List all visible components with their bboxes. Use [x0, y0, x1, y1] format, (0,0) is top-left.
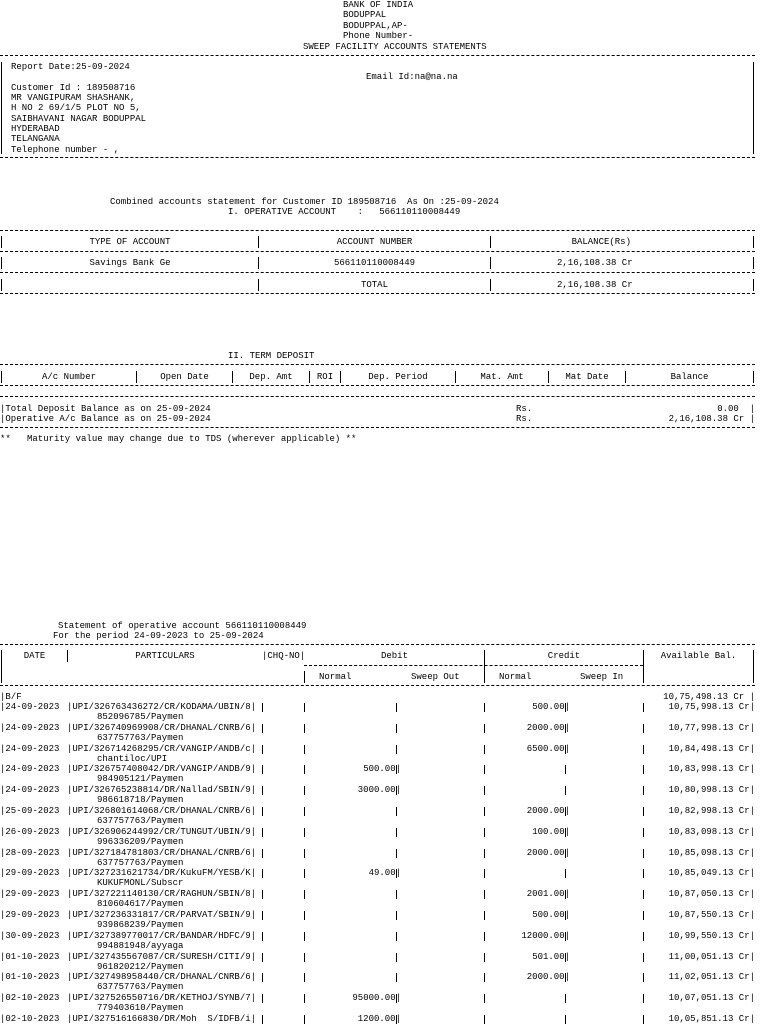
col-header-credit-normal: Normal [499, 672, 532, 682]
col-border [484, 703, 485, 712]
col-border [262, 724, 263, 733]
txn-credit-normal: 2000.00| [526, 972, 570, 982]
col-border [304, 671, 305, 683]
telephone-line: Telephone number - , [11, 145, 120, 155]
col-border [304, 807, 305, 816]
txn-available-balance: 10,07,051.13 Cr| [668, 993, 755, 1003]
col-border [396, 765, 397, 774]
col-border [643, 724, 644, 733]
col-border [565, 994, 566, 1003]
col-border [643, 1015, 644, 1024]
col-border [262, 911, 263, 920]
total-deposit-rs: Rs. [516, 404, 533, 414]
total-value: 2,16,108.38 Cr [557, 280, 633, 290]
col-border [396, 869, 397, 878]
col-border [565, 807, 566, 816]
account-type-cell: Savings Bank Ge [89, 258, 171, 268]
total-deposit-label: |Total Deposit Balance as on 25-09-2024 [0, 404, 211, 414]
col-border [396, 994, 397, 1003]
operative-balance-label: |Operative A/c Balance as on 25-09-2024 [0, 414, 211, 424]
txn-date: |28-09-2023 [0, 848, 60, 858]
txn-available-balance: 10,83,998.13 Cr| [668, 764, 755, 774]
col-border [262, 828, 263, 837]
col-border [396, 807, 397, 816]
txn-debit-normal: 500.00| [363, 764, 401, 774]
col-border [484, 973, 485, 982]
txn-particulars-cont: 779403610/Paymen [97, 1003, 184, 1013]
txn-particulars-cont: 637757763/Paymen [97, 858, 184, 868]
txn-available-balance: 10,82,998.13 Cr| [668, 806, 755, 816]
txn-credit-normal: 12000.00| [521, 931, 570, 941]
txn-date: |24-09-2023 [0, 723, 60, 733]
txn-particulars-cont: 637757763/Paymen [97, 816, 184, 826]
col-border [304, 994, 305, 1003]
col-border [304, 869, 305, 878]
col-border [304, 765, 305, 774]
col-border [262, 807, 263, 816]
col-border [304, 1015, 305, 1024]
col-border [484, 911, 485, 920]
txn-particulars: |UPI/327221140130/CR/RAGHUN/SBIN/8| [67, 889, 257, 899]
col-border [304, 745, 305, 754]
divider [0, 685, 755, 686]
txn-credit-normal: 501.00| [532, 952, 570, 962]
col-border [753, 236, 754, 248]
divider [0, 644, 755, 645]
txn-particulars: |UPI/327435567087/CR/SURESH/CITI/9| [67, 952, 257, 962]
col-border [262, 765, 263, 774]
txn-particulars: |UPI/326763436272/CR/KODAMA/UBIN/8| [67, 702, 257, 712]
td-header-ac-number: A/c Number [41, 372, 96, 382]
divider [0, 293, 755, 294]
col-border [643, 911, 644, 920]
total-label: TOTAL [360, 280, 388, 290]
txn-date: |01-10-2023 [0, 972, 60, 982]
col-border [304, 932, 305, 941]
txn-particulars: |UPI/326757408042/DR/VANGIP/ANDB/9| [67, 764, 257, 774]
txn-available-balance: 10,85,098.13 Cr| [668, 848, 755, 858]
divider [0, 230, 755, 231]
divider [0, 396, 755, 397]
col-header-sweep-in: Sweep In [580, 672, 624, 682]
txn-particulars-cont: 637757763/Paymen [97, 982, 184, 992]
txn-particulars: |UPI/327389770017/CR/BANDAR/HDFC/9| [67, 931, 257, 941]
col-border [490, 257, 491, 269]
txn-date: |24-09-2023 [0, 744, 60, 754]
report-date: Report Date:25-09-2024 [11, 62, 130, 72]
customer-id: Customer Id : 189508716 [11, 83, 136, 93]
col-border [396, 1015, 397, 1024]
bf-label: |B/F [0, 692, 22, 702]
txn-date: |29-09-2023 [0, 868, 60, 878]
txn-particulars-cont: 961820212/Paymen [97, 962, 184, 972]
col-border [643, 932, 644, 941]
txn-date: |24-09-2023 [0, 764, 60, 774]
col-header-available-bal: Available Bal. [660, 651, 737, 661]
col-header-chq-no: |CHQ-NO| [262, 651, 306, 661]
txn-particulars-cont: 984905121/Paymen [97, 774, 184, 784]
statement-heading: Statement of operative account 566110110008449 [58, 621, 307, 631]
address-line: TELANGANA [11, 134, 60, 144]
col-border [484, 994, 485, 1003]
txn-available-balance: 10,85,049.13 Cr| [668, 868, 755, 878]
td-header-open-date: Open Date [160, 372, 209, 382]
col-border [643, 828, 644, 837]
col-border [643, 953, 644, 962]
col-border [565, 1015, 566, 1024]
col-border [643, 807, 644, 816]
td-header-balance: Balance [670, 372, 709, 382]
col-border [396, 849, 397, 858]
txn-debit-normal: 3000.00| [357, 785, 401, 795]
col-border [484, 932, 485, 941]
txn-credit-normal: 6500.00| [526, 744, 570, 754]
txn-date: |02-10-2023 [0, 1014, 60, 1024]
col-border [396, 890, 397, 899]
col-border [565, 973, 566, 982]
col-border [396, 953, 397, 962]
txn-available-balance: 10,75,998.13 Cr| [668, 702, 755, 712]
col-border [262, 786, 263, 795]
col-header-credit: Credit [547, 651, 581, 661]
txn-particulars-cont: 852096785/Paymen [97, 712, 184, 722]
col-header-debit-normal: Normal [319, 672, 352, 682]
txn-particulars-cont: 994881948/ayyaga [97, 941, 184, 951]
col-border [753, 257, 754, 269]
col-border [484, 786, 485, 795]
box-left-border [1, 62, 2, 154]
txn-particulars-cont: 996336209/Paymen [97, 837, 184, 847]
col-border [753, 279, 754, 291]
txn-particulars-cont: KUKUFMONL/Subscr [97, 878, 184, 888]
col-border [565, 890, 566, 899]
divider [0, 385, 755, 386]
col-border [643, 994, 644, 1003]
maturity-note: ** Maturity value may change due to TDS (wherever applicable) ** [0, 434, 357, 444]
col-border [565, 869, 566, 878]
txn-date: |02-10-2023 [0, 993, 60, 1003]
operative-balance-value: 2,16,108.38 Cr | [668, 414, 755, 424]
txn-debit-normal: 1200.00| [357, 1014, 401, 1024]
col-border [643, 703, 644, 712]
col-header-particulars: PARTICULARS [135, 651, 195, 661]
col-border [396, 724, 397, 733]
col-border [262, 973, 263, 982]
col-border [396, 911, 397, 920]
col-header-date: DATE [23, 651, 46, 661]
td-header-roi: ROI [316, 372, 334, 382]
col-border [304, 786, 305, 795]
col-border [262, 994, 263, 1003]
bf-balance: 10,75,498.13 Cr | [663, 692, 755, 702]
col-border [565, 953, 566, 962]
td-header-dep-period: Dep. Period [368, 372, 428, 382]
txn-available-balance: 10,84,498.13 Cr| [668, 744, 755, 754]
txn-debit-normal: 95000.00| [352, 993, 401, 1003]
col-border [565, 911, 566, 920]
col-border [304, 849, 305, 858]
col-border [262, 953, 263, 962]
bank-address: BODUPPAL,AP- [343, 21, 408, 31]
address-line: SAIBHAVANI NAGAR BODUPPAL [11, 114, 147, 124]
txn-date: |29-09-2023 [0, 889, 60, 899]
col-border [484, 953, 485, 962]
col-border [484, 724, 485, 733]
col-border [643, 869, 644, 878]
txn-particulars-cont: 986618718/Paymen [97, 795, 184, 805]
col-border [396, 973, 397, 982]
divider [0, 272, 755, 273]
col-border [304, 953, 305, 962]
txn-available-balance: 10,80,998.13 Cr| [668, 785, 755, 795]
statement-title: SWEEP FACILITY ACCOUNTS STATEMENTS [303, 42, 487, 52]
address-line: MR VANGIPURAM SHASHANK, [11, 93, 136, 103]
col-border [262, 745, 263, 754]
txn-particulars-cont: 637757763/Paymen [97, 733, 184, 743]
txn-credit-normal: 2000.00| [526, 723, 570, 733]
txn-date: |29-09-2023 [0, 910, 60, 920]
col-border [565, 828, 566, 837]
txn-credit-normal: 500.00| [532, 910, 570, 920]
col-border [565, 849, 566, 858]
col-border [262, 869, 263, 878]
col-border [753, 371, 754, 383]
col-border [1, 279, 2, 291]
txn-debit-normal: 49.00| [368, 868, 401, 878]
txn-date: |26-09-2023 [0, 827, 60, 837]
txn-particulars: |UPI/327516166830/DR/Moh S/IDFB/i| [67, 1014, 257, 1024]
col-border [565, 745, 566, 754]
bank-branch: BODUPPAL [343, 10, 387, 20]
txn-date: |25-09-2023 [0, 806, 60, 816]
txn-particulars: |UPI/326765238814/DR/Nallad/SBIN/9| [67, 785, 257, 795]
txn-available-balance: 11,00,051.13 Cr| [668, 952, 755, 962]
bank-phone: Phone Number- [343, 31, 414, 41]
combined-heading: Combined accounts statement for Customer ID 189508716 As On :25-09-2024 [110, 197, 499, 207]
divider [0, 364, 755, 365]
account-balance-cell: 2,16,108.38 Cr [557, 258, 633, 268]
col-border [484, 849, 485, 858]
bank-name: BANK OF INDIA [343, 0, 414, 10]
col-border [396, 932, 397, 941]
customer-email: Email Id:na@na.na [366, 72, 458, 82]
statement-period: For the period 24-09-2023 to 25-09-2024 [53, 631, 264, 641]
txn-particulars: |UPI/326801614068/CR/DHANAL/CNRB/6| [67, 806, 257, 816]
col-border [484, 1015, 485, 1024]
col-border [396, 703, 397, 712]
txn-particulars-cont: 810604617/Paymen [97, 899, 184, 909]
txn-available-balance: 10,83,098.13 Cr| [668, 827, 755, 837]
header-account-number: ACCOUNT NUMBER [336, 237, 413, 247]
operative-account-heading: I. OPERATIVE ACCOUNT : 566110110008449 [228, 207, 461, 217]
col-border [484, 828, 485, 837]
txn-particulars: |UPI/327526550716/DR/KETHOJ/SYNB/7| [67, 993, 257, 1003]
txn-particulars: |UPI/327231621734/DR/KukuFM/YESB/K| [67, 868, 257, 878]
txn-credit-normal: 2000.00| [526, 848, 570, 858]
txn-date: |24-09-2023 [0, 785, 60, 795]
divider [304, 665, 643, 666]
col-border [262, 890, 263, 899]
txn-particulars: |UPI/326740969908/CR/DHANAL/CNRB/6| [67, 723, 257, 733]
account-number-cell: 566110110008449 [333, 258, 415, 268]
operative-balance-rs: Rs. [516, 414, 533, 424]
col-border [396, 745, 397, 754]
col-border [643, 849, 644, 858]
txn-particulars: |UPI/326906244992/CR/TUNGUT/UBIN/9| [67, 827, 257, 837]
col-border [484, 890, 485, 899]
col-border [396, 786, 397, 795]
col-border [565, 703, 566, 712]
col-border [565, 765, 566, 774]
col-border [643, 765, 644, 774]
col-border [262, 703, 263, 712]
col-border [565, 932, 566, 941]
txn-particulars-cont: 939868239/Paymen [97, 920, 184, 930]
txn-credit-normal: 2001.00| [526, 889, 570, 899]
col-border [304, 911, 305, 920]
col-border [643, 890, 644, 899]
total-deposit-value: 0.00 | [717, 404, 755, 414]
col-border [304, 828, 305, 837]
divider [0, 251, 755, 252]
td-header-mat-amt: Mat. Amt [480, 372, 524, 382]
box-right-border [753, 62, 754, 154]
col-border [262, 849, 263, 858]
txn-date: |24-09-2023 [0, 702, 60, 712]
td-header-mat-date: Mat Date [565, 372, 609, 382]
col-border [304, 973, 305, 982]
txn-particulars-cont: chantiloc/UPI [97, 754, 168, 764]
col-border [262, 1015, 263, 1024]
txn-available-balance: 10,87,550.13 Cr| [668, 910, 755, 920]
txn-available-balance: 10,87,050.13 Cr| [668, 889, 755, 899]
col-border [484, 765, 485, 774]
txn-date: |01-10-2023 [0, 952, 60, 962]
txn-available-balance: 10,77,998.13 Cr| [668, 723, 755, 733]
txn-particulars: |UPI/327236331817/CR/PARVAT/SBIN/9| [67, 910, 257, 920]
col-border [484, 745, 485, 754]
txn-credit-normal: 2000.00| [526, 806, 570, 816]
col-header-debit: Debit [380, 651, 408, 661]
col-border [304, 890, 305, 899]
col-border [484, 869, 485, 878]
col-border [565, 724, 566, 733]
header-balance: BALANCE(Rs) [571, 237, 631, 247]
header-type-of-account: TYPE OF ACCOUNT [89, 237, 171, 247]
col-border [262, 932, 263, 941]
divider [0, 157, 755, 158]
col-header-sweep-out: Sweep Out [411, 672, 460, 682]
address-line: H NO 2 69/1/5 PLOT NO 5, [11, 103, 141, 113]
td-header-dep-amt: Dep. Amt [249, 372, 293, 382]
txn-available-balance: 11,02,051.13 Cr| [668, 972, 755, 982]
col-border [643, 786, 644, 795]
col-border [565, 786, 566, 795]
address-line: HYDERABAD [11, 124, 60, 134]
txn-particulars: |UPI/326714268295/CR/VANGIP/ANDB/c| [67, 744, 257, 754]
col-border [643, 973, 644, 982]
txn-available-balance: 10,05,851.13 Cr| [668, 1014, 755, 1024]
col-border [396, 828, 397, 837]
col-border [753, 650, 754, 683]
txn-available-balance: 10,99,550.13 Cr| [668, 931, 755, 941]
col-border [484, 807, 485, 816]
col-border [304, 703, 305, 712]
txn-credit-normal: 100.00| [532, 827, 570, 837]
col-border [490, 279, 491, 291]
txn-particulars: |UPI/327184781803/CR/DHANAL/CNRB/6| [67, 848, 257, 858]
divider [0, 427, 755, 428]
col-border [304, 724, 305, 733]
term-deposit-heading: II. TERM DEPOSIT [228, 351, 315, 361]
divider [0, 55, 755, 56]
col-border [643, 745, 644, 754]
txn-date: |30-09-2023 [0, 931, 60, 941]
txn-particulars: |UPI/327498958440/CR/DHANAL/CNRB/6| [67, 972, 257, 982]
txn-credit-normal: 500.00| [532, 702, 570, 712]
